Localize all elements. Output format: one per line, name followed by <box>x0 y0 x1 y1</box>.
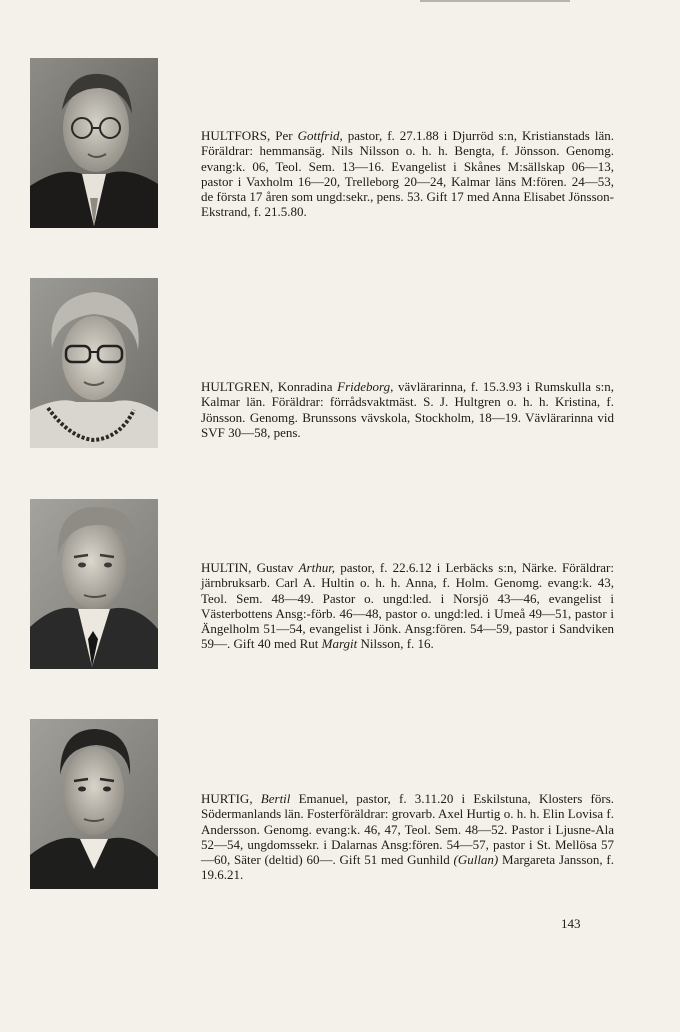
surname: HULTIN, <box>201 560 252 575</box>
bio-hultin <box>201 560 614 652</box>
entry-hurtig <box>30 719 615 891</box>
bio-text: vävlärarinna, f. 15.3.93 i Rumskulla s:n, Kalmar län. Föräldrar: förrådsvaktmäst. S. J. Hultgren o. h. h. Kristina, f. Jönsson. Genomg. Brunssons vävskola, Stockholm, 18—19. Vävlärarinna vid SVF 30—58, pens. <box>201 379 614 440</box>
call-name: Gottfrid, <box>297 128 343 143</box>
bio-text: pastor, f. 22.6.12 i Lerbäcks s:n, Närke. Föräldrar: järnbruksarb. Carl A. Hultin o. h. h. Anna, f. Holm. Genomg. evang:k. 43, Teol. Sem. 48—49. Pastor o. ungd:led. i Norsjö 43—46, evangelist i Västerbottens Ansg:-förb. 46—48, pastor o. ungd:led. i Umeå 49—51, pastor i Ängelholm 51—54, evangelist i Jönk. Ansg:fören. 54—59, pastor i Sandviken 59—. Gift 40 med Rut <box>201 560 614 652</box>
page-number: 143 <box>561 916 581 931</box>
given-name: Gustav <box>251 560 299 575</box>
portrait-elderly-man-glasses <box>30 58 158 228</box>
given-name: Konradina <box>273 379 338 394</box>
portrait-man-suit-tie <box>30 499 158 669</box>
bio-hurtig <box>201 791 614 883</box>
portrait-elderly-woman-glasses <box>30 278 158 448</box>
top-edge-rule <box>420 0 570 2</box>
given-name: Per <box>270 128 298 143</box>
bio-text: pastor, f. 27.1.88 i Djurröd s:n, Kristianstads län. Föräldrar: hemmansäg. Nils Nilsson o. h. h. Bengta, f. Jönsson. Genomg. evang:k. 06, Teol. Sem. 13—16. Evangelist i Skånes M:sällskap 06—13, pastor i Vaxholm 16—20, Trelleborg 20—24, Kalmar läns M:fören. 24—53, de första 17 åren som ungd:sekr., pens. 53. Gift 17 med Anna Elisabet Jönsson-Ekstrand, f. 21.5.80. <box>201 128 614 220</box>
portrait-photo-hultfors <box>30 58 158 228</box>
surname: HURTIG, <box>201 791 253 806</box>
given-name-space <box>253 791 261 806</box>
bio-text-end: Nilsson, f. 16. <box>357 636 434 652</box>
surname: HULTGREN, <box>201 379 274 394</box>
portrait-photo-hurtig <box>30 719 158 889</box>
spouse-call-name: (Gullan) <box>453 852 499 868</box>
call-name: Bertil <box>260 791 291 806</box>
call-name: Arthur, <box>298 560 336 575</box>
portrait-young-man-clerical-collar <box>30 719 158 889</box>
surname: HULTFORS, <box>201 128 271 143</box>
bio-text-end: Margareta Jansson, f. 19.6.21. <box>201 852 614 883</box>
entry-hultgren <box>30 278 615 450</box>
bio-text: Emanuel, pastor, f. 3.11.20 i Eskilstuna, Klosters förs. Södermanlands län. Fosterföräldrar: grovarb. Axel Hurtig o. h. h. Elin Lovisa f. Andersson. Genomg. evang:k. 46, 47, Teol. Sem. 48—52. Pastor i Ljusne-Ala 52—54, ungdomssekr. i Dalarnas Ansg:fören. 54—57, pastor i St. Mellösa 57—60, Säter (deltid) 60—. Gift 51 med Gunhild <box>201 791 615 868</box>
portrait-photo-hultin <box>30 499 158 669</box>
bio-hultfors <box>201 128 614 220</box>
entry-hultin <box>30 499 615 671</box>
entry-hultfors <box>30 58 615 230</box>
spouse-call-name: Margit <box>321 636 358 652</box>
call-name: Frideborg, <box>337 379 394 394</box>
portrait-photo-hultgren <box>30 278 158 448</box>
bio-hultgren <box>201 379 614 440</box>
